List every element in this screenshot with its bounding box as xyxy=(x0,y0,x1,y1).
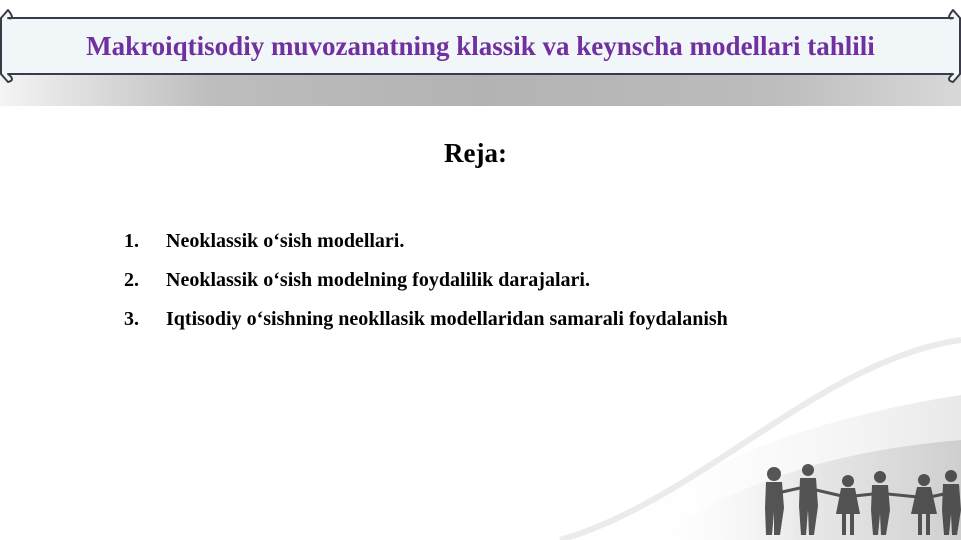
list-item-number: 1. xyxy=(124,230,139,252)
plan-list xyxy=(124,226,824,343)
slide-title: Makroiqtisodiy muvozanatning klassik va keynscha modellari tahlili xyxy=(86,31,875,61)
plan-heading: Reja: xyxy=(444,138,507,168)
list-item xyxy=(124,265,824,296)
list-item-number: 2. xyxy=(124,269,139,291)
list-item-text: Iqtisodiy o‘sishning neokllasik modellaridan samarali foydalanish xyxy=(166,308,728,330)
list-item-number: 3. xyxy=(124,308,139,330)
list-item xyxy=(124,304,824,335)
list-item xyxy=(124,226,824,257)
list-item-text: Neoklassik o‘sish modellari. xyxy=(166,230,405,252)
list-item-text: Neoklassik o‘sish modelning foydalilik darajalari. xyxy=(166,269,590,291)
